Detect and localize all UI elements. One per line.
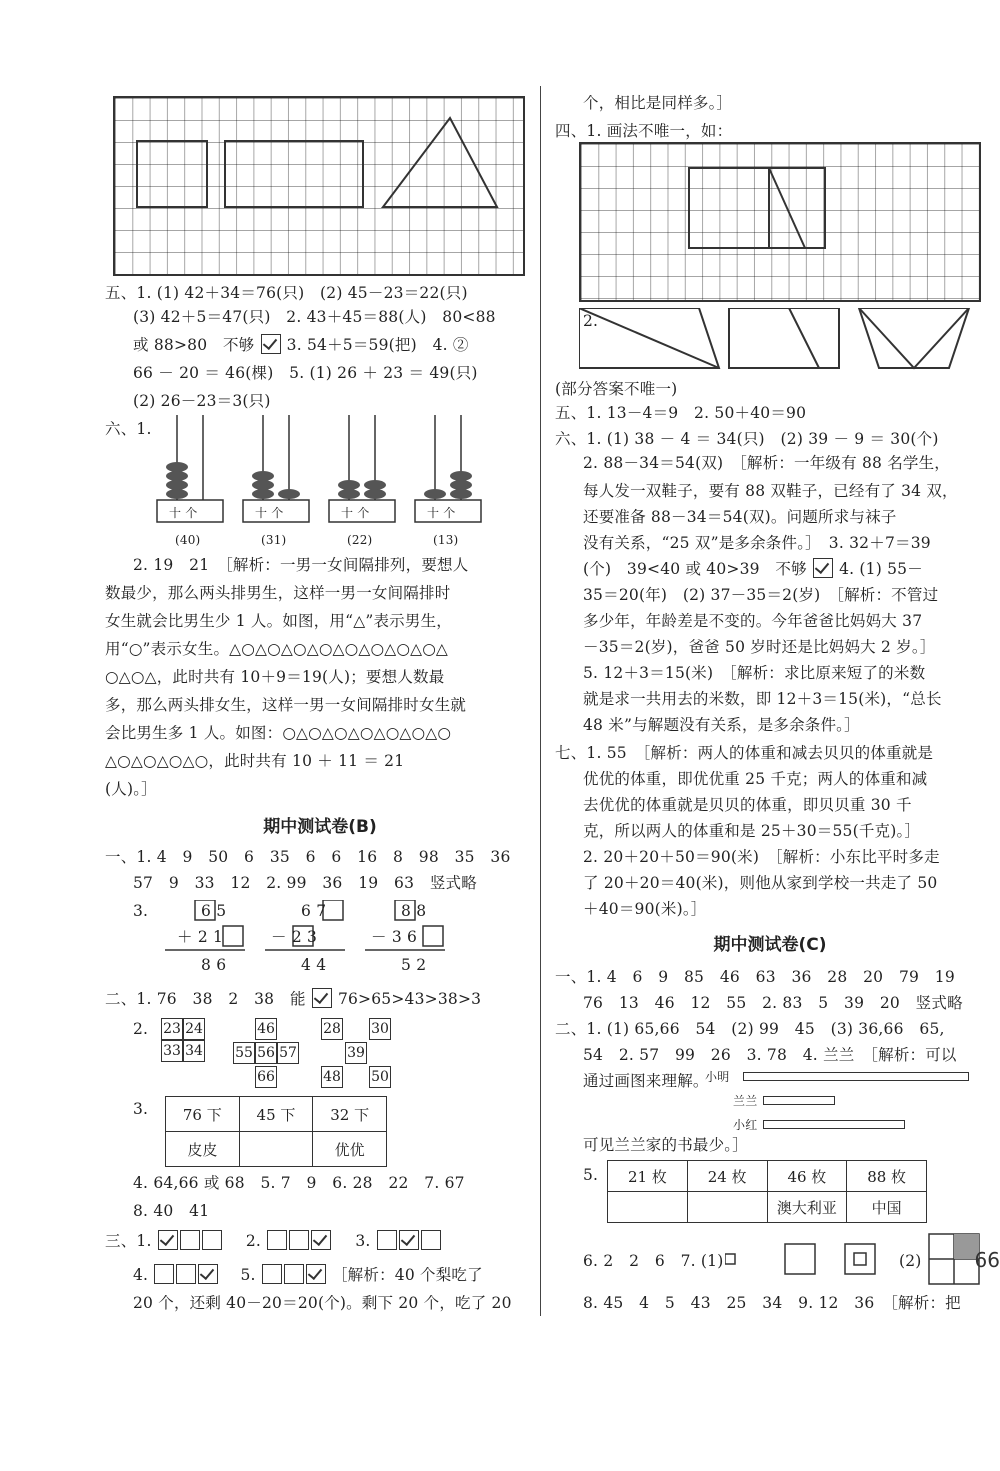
empty-box	[284, 1264, 304, 1284]
b3-3: 3.	[355, 1232, 371, 1250]
b3-1: 三、1.	[105, 1232, 152, 1250]
abacus-label-2: (31)	[261, 533, 287, 547]
rect-split-drawing	[581, 144, 979, 300]
s6-2-line5: ○△○△，此时共有 10＋9＝19(人)；要想人数最	[105, 668, 445, 686]
grid-num: 48	[321, 1066, 343, 1088]
arith-2-top: 6 7	[301, 902, 327, 920]
vertical-arithmetic	[165, 900, 525, 980]
check-box	[312, 988, 332, 1008]
empty-box	[180, 1230, 200, 1250]
r6-line10: 5. 12＋3＝15(米) ［解析：求比原来短了的米数	[583, 664, 926, 682]
r6-line9: －35＝2(岁)，爸爸 50 岁时还是比妈妈大 2 岁。］	[583, 638, 936, 656]
abacus-group	[155, 415, 535, 555]
empty-box	[289, 1230, 309, 1250]
tbl-c-cell: 21 枚	[608, 1161, 688, 1192]
s6-2-line6: 多，那么两头排女生，这样一男一女间隔排时女生就	[105, 696, 467, 714]
arith-2-res: 4 4	[301, 956, 327, 974]
c2-line6a: 6. 2 2 6 7. (1)	[583, 1252, 724, 1270]
abacus-label-4: (13)	[433, 533, 459, 547]
r6-line5: 没有关系，“25 双”是多余条件。］ 3. 32＋7＝39	[583, 534, 931, 552]
r6-line12: 48 米”与解题没有关系，是多余条件。］	[583, 716, 860, 734]
arith-1-mid: ＋ 2 1	[177, 928, 224, 946]
grid-num: 33	[161, 1040, 183, 1062]
grid-num: 66	[255, 1066, 277, 1088]
abacus-label-1: (40)	[175, 533, 201, 547]
check-box	[198, 1264, 218, 1284]
b3-line3: 20 个，还剩 40－20＝20(个)。剩下 20 个，吃了 20	[133, 1294, 512, 1312]
r6-line2: 2. 88－34＝54(双) ［解析：一年级有 88 名学生，	[583, 454, 951, 472]
s6-2-line9: (人)。］	[105, 780, 157, 798]
r6-line6a: (个) 39<40 或 40>39 不够	[583, 560, 807, 578]
abacus-place-2: 十 个	[255, 506, 284, 520]
empty-box	[202, 1230, 222, 1250]
grid-num: 55	[233, 1042, 255, 1064]
tbl-b-cell: 45 下	[239, 1097, 313, 1132]
tbl-c-cell: 24 枚	[687, 1161, 767, 1192]
title-exam-b: 期中测试卷(B)	[263, 817, 377, 837]
s5-line4: 66 － 20 ＝ 46(棵) 5. (1) 26 ＋ 23 ＝ 49(只)	[133, 364, 478, 382]
grid-num: 34	[183, 1040, 205, 1062]
bar-label-lanlan: 兰兰	[733, 1094, 758, 1108]
abacus-drawing	[155, 415, 535, 555]
grid-num: 56	[255, 1042, 277, 1064]
b2-line1b: 76>65>43>38>3	[337, 990, 482, 1008]
r6-line8: 多少年，年龄差是不变的。今年爸爸比妈妈大 37	[583, 612, 923, 630]
check-box	[306, 1264, 326, 1284]
tbl-b-cell: 76 下	[166, 1097, 240, 1132]
number-grids	[161, 1018, 461, 1108]
s5-line5: (2) 26－23＝3(只)	[133, 392, 271, 410]
tbl-c-cell	[608, 1192, 688, 1223]
check-box	[261, 334, 281, 354]
s5-line2: (3) 42＋5＝47(只) 2. 43＋45＝88(人) 80<88	[133, 308, 496, 326]
s6-2-line4: 用“○”表示女生。△○△○△○△○△○△○△○△○△	[105, 640, 449, 658]
c2-line2: 54 2. 57 99 26 3. 78 4. 兰兰 ［解析：可以	[583, 1046, 957, 1064]
arith-3-mid: － 3 6	[371, 928, 418, 946]
s6-head: 六、1.	[105, 420, 152, 438]
tbl-c-cell: 中国	[847, 1192, 927, 1223]
r7-line3: 去优优的体重就是贝贝的体重，即贝贝重 30 千	[583, 796, 912, 814]
c2-line1: 二、1. (1) 65,66 54 (2) 99 45 (3) 36,66 65,	[555, 1020, 945, 1038]
s6-2-line8: △○△○△○△○，此时共有 10 ＋ 11 ＝ 21	[105, 752, 405, 770]
tbl-b-cell	[239, 1132, 313, 1167]
r6-line7: 35＝20(年) (2) 37－35＝2(岁) ［解析：不管过	[583, 586, 939, 604]
s5-line3a: 或 88>80 不够	[133, 336, 255, 354]
bar-label-xiaohong: 小红	[733, 1118, 758, 1132]
bar-lanlan	[763, 1096, 835, 1105]
tbl-b-cell: 优优	[313, 1132, 387, 1167]
check-box	[399, 1230, 419, 1250]
bar-comparison	[705, 1066, 975, 1136]
r4-note: (部分答案不唯一)	[555, 380, 678, 398]
c2-line3: 通过画图来理解。	[583, 1072, 709, 1090]
r7-line4: 克，所以两人的体重和是 25＋30＝55(千克)。］	[583, 822, 921, 840]
c2-line6b: (2)	[899, 1252, 922, 1270]
abacus-place-1: 十 个	[169, 506, 198, 520]
abacus-label-3: (22)	[347, 533, 373, 547]
r7-line7: ＋40＝90(米)。］	[583, 900, 707, 918]
abacus-place-4: 十 个	[427, 506, 456, 520]
b1-line1: 一、1. 4 9 50 6 35 6 6 16 8 98 35 36	[105, 848, 511, 866]
shape-grid-right	[579, 142, 981, 302]
c1-line1: 一、1. 4 6 9 85 46 63 36 28 20 79 19	[555, 968, 955, 986]
split-shapes	[579, 308, 979, 370]
arith-1-res: 8 6	[201, 956, 227, 974]
s6-2-line3: 女生就会比男生少 1 人。如图，用“△”表示男生，	[105, 612, 452, 630]
s5-line1: 五、1. (1) 42＋34＝76(只) (2) 45－23＝22(只)	[105, 284, 468, 302]
b3-2: 2.	[245, 1232, 262, 1250]
grid-num: 24	[183, 1018, 205, 1040]
arith-2-mid: － 2 3	[271, 928, 318, 946]
right-column	[555, 0, 1000, 1471]
r7-line6: 了 20＋20＝40(米)，则他从家到学校一共走了 50	[583, 874, 938, 892]
empty-box	[176, 1264, 196, 1284]
grid-num: 57	[277, 1042, 299, 1064]
tbl-b-cell: 32 下	[313, 1097, 387, 1132]
grid-num: 46	[255, 1018, 277, 1040]
abacus-place-3: 十 个	[341, 506, 370, 520]
tbl-c-cell: 澳大利亚	[767, 1192, 847, 1223]
r6-line11: 就是求一共用去的米数，即 12＋3＝15(米)，“总长	[583, 690, 942, 708]
r6-line6	[583, 558, 923, 580]
r0: 个，相比是同样多。］	[583, 94, 733, 112]
c1-line2: 76 13 46 12 55 2. 83 5 39 20 竖式略	[583, 994, 963, 1012]
b2-line3: 3.	[133, 1100, 149, 1118]
empty-box	[421, 1230, 441, 1250]
b3-line2	[133, 1264, 483, 1286]
b2-line2: 2.	[133, 1020, 149, 1038]
r4-line1: 四、1. 画法不唯一，如：	[555, 122, 733, 140]
check-box	[813, 558, 833, 578]
b2-line1a: 二、1. 76 38 2 38 能	[105, 990, 306, 1008]
grid-num: 28	[321, 1018, 343, 1040]
shape-grid-left	[113, 96, 525, 276]
b3-5: 5.	[240, 1266, 256, 1284]
b1-line3: 3.	[133, 902, 149, 920]
b3-4: 4.	[133, 1266, 149, 1284]
bar-label-xiaoming: 小明	[705, 1070, 730, 1084]
empty-box	[154, 1264, 174, 1284]
b1-line2: 57 9 33 12 2. 99 36 19 63 竖式略	[133, 874, 477, 892]
shapes-drawing	[115, 98, 523, 274]
bar-xiaoming	[743, 1072, 969, 1081]
grid-num: 50	[369, 1066, 391, 1088]
r6-line4: 还要准备 88－34＝54(双)。问题所求与袜子	[583, 508, 897, 526]
empty-box	[262, 1264, 282, 1284]
b2-line4: 4. 64,66 或 68 5. 7 9 6. 28 22 7. 67	[133, 1174, 465, 1192]
bar-xiaohong	[763, 1120, 905, 1129]
left-column	[105, 0, 535, 1471]
b3-5-text: ［解析：40 个梨吃了	[331, 1266, 483, 1284]
title-exam-c: 期中测试卷(C)	[713, 935, 827, 955]
r6-line3: 每人发一双鞋子，要有 88 双鞋子，已经有了 34 双，	[583, 482, 958, 500]
check-box	[158, 1230, 178, 1250]
result-table-c	[607, 1160, 927, 1223]
arith-3-res: 5 2	[401, 956, 427, 974]
tbl-c-cell: 88 枚	[847, 1161, 927, 1192]
result-table-b	[165, 1096, 387, 1167]
grid-num: 30	[369, 1018, 391, 1040]
tbl-b-cell: 皮皮	[166, 1132, 240, 1167]
r7-line5: 2. 20＋20＋50＝90(米) ［解析：小东比平时多走	[583, 848, 940, 866]
c2-line8: 8. 45 4 5 43 25 34 9. 12 36 ［解析：把	[583, 1294, 961, 1312]
r4-line2: 2.	[583, 312, 599, 330]
r6-line6b: 4. (1) 55－	[839, 560, 923, 578]
s6-2-line7: 会比男生多 1 人。如图：○△○△○△○△○△○△○	[105, 724, 452, 742]
c2-line4: 可见兰兰家的书最少。］	[583, 1136, 748, 1154]
tbl-c-cell: 46 枚	[767, 1161, 847, 1192]
s6-2-line2: 数最少，那么两头排男生，这样一男一女间隔排时	[105, 584, 451, 602]
square-drawings	[725, 1232, 985, 1288]
b2-line1	[105, 988, 481, 1010]
arith-1-top: 6 5	[201, 902, 227, 920]
empty-box	[267, 1230, 287, 1250]
r7-line1: 七、1. 55 ［解析：两人的体重和减去贝贝的体重就是	[555, 744, 934, 762]
r5: 五、1. 13－4＝9 2. 50＋40＝90	[555, 404, 807, 422]
b3-line1	[105, 1230, 442, 1252]
tbl-c-cell	[687, 1192, 767, 1223]
s5-line3b: 3. 54＋5＝59(把) 4. ②	[286, 336, 469, 354]
column-divider	[540, 86, 541, 1316]
check-box	[311, 1230, 331, 1250]
grid-num: 23	[161, 1018, 183, 1040]
s5-line3	[133, 334, 469, 356]
r6-line1: 六、1. (1) 38 － 4 ＝ 34(只) (2) 39 － 9 ＝ 30(个)	[555, 430, 939, 448]
r7-line2: 优优的体重，即优优重 25 千克；两人的体重和减	[583, 770, 928, 788]
c2-line5: 5.	[583, 1166, 599, 1184]
arith-3-top: 8 8	[401, 902, 427, 920]
b2-line8: 8. 40 41	[133, 1202, 210, 1220]
s6-2-line1: 2. 19 21 ［解析：一男一女间隔排列，要想人	[133, 556, 469, 574]
page-number: 66	[974, 1248, 1000, 1272]
empty-box	[377, 1230, 397, 1250]
grid-num: 39	[345, 1042, 367, 1064]
